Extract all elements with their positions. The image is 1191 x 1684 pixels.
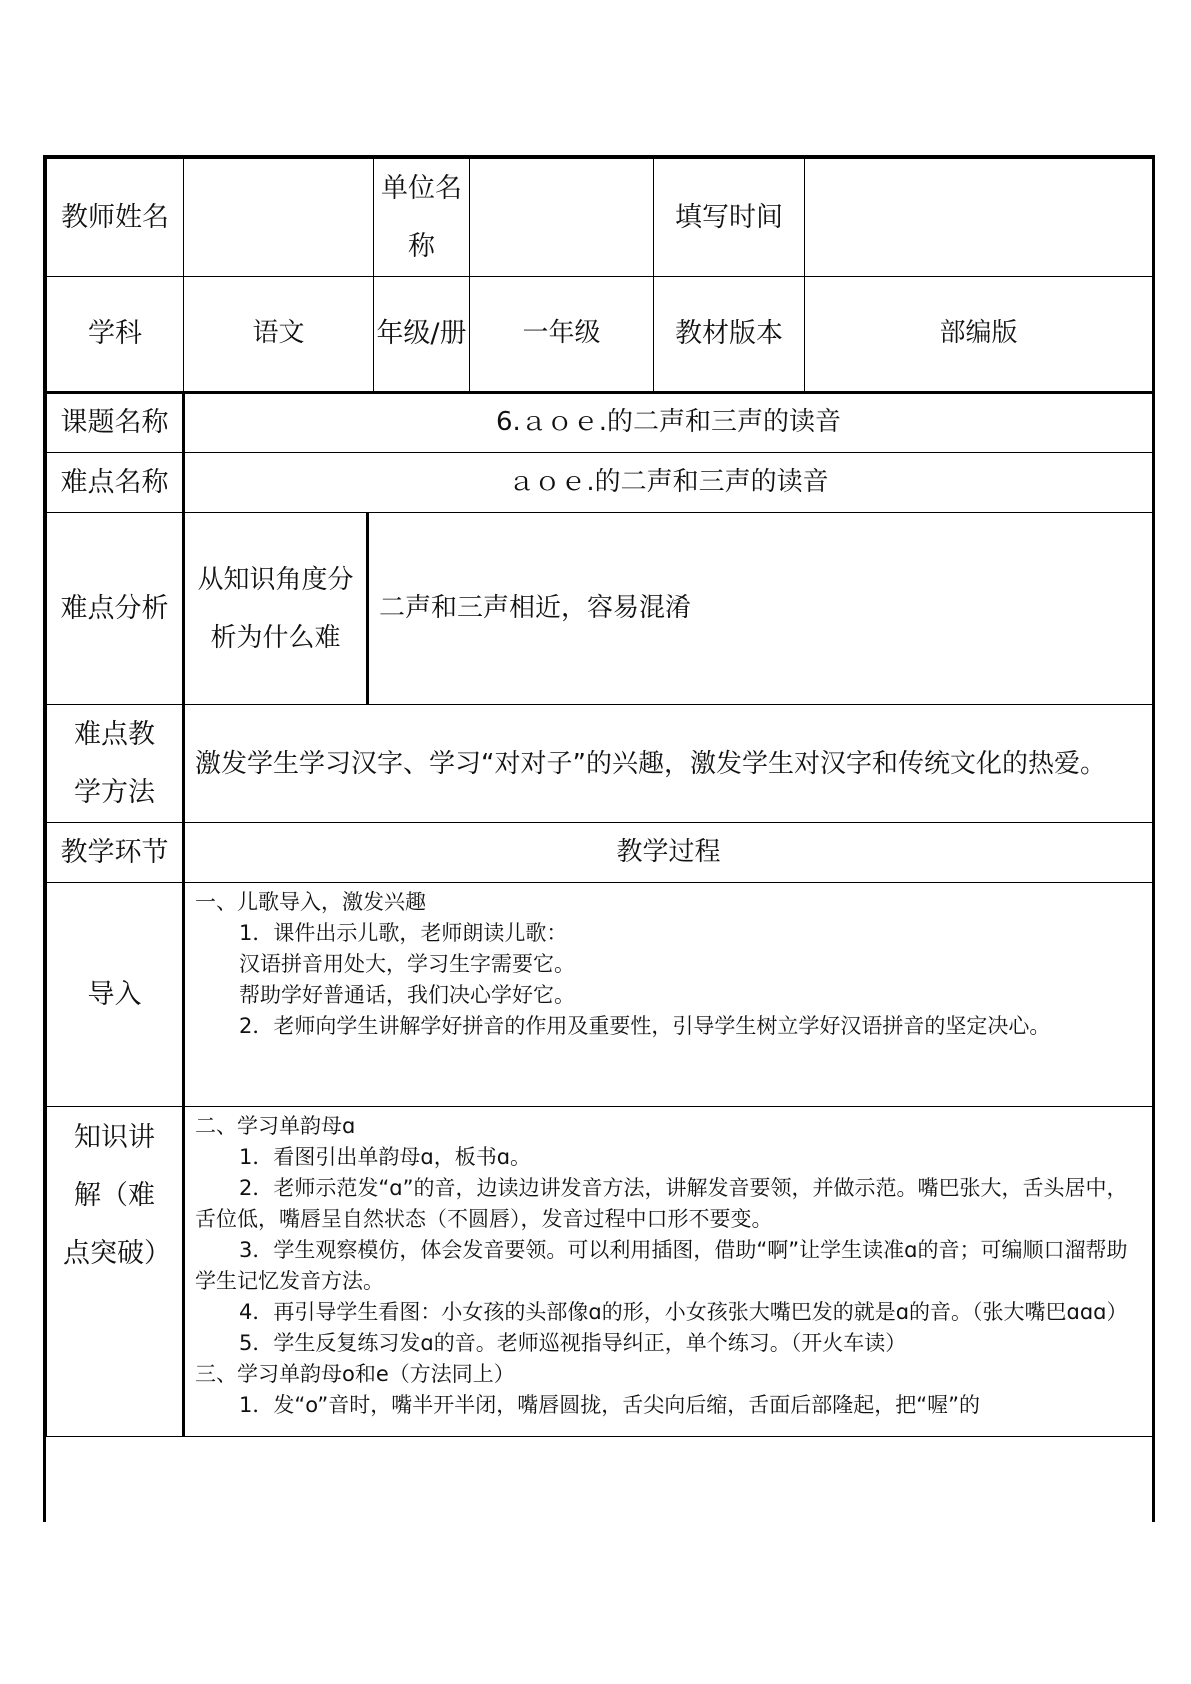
- analysis-sub-label: 从知识角度分析为什么难: [184, 513, 368, 705]
- knowledge-line: 5．学生反复练习发ɑ的音。老师巡视指导纠正，单个练习。（开火车读）: [239, 1331, 907, 1355]
- method-row: [47, 705, 1153, 823]
- lesson-plan-sheet: [43, 155, 1155, 1522]
- intro-row: [47, 883, 1153, 1107]
- edition-value: 部编版: [805, 277, 1153, 393]
- knowledge-line: 4．再引导学生看图：小女孩的头部像ɑ的形，小女孩张大嘴巴发的就是ɑ的音。（张大嘴巴ɑɑɑ）: [239, 1300, 1128, 1324]
- difficulty-label: 难点名称: [47, 453, 184, 513]
- intro-line: 帮助学好普通话，我们决心学好它。: [239, 983, 575, 1007]
- process-header-row: [47, 823, 1153, 883]
- unit-name-label: 单位名称: [374, 159, 470, 277]
- fill-date-label: 填写时间: [654, 159, 805, 277]
- knowledge-line: 3．学生观察模仿，体会发音要领。可以利用插图，借助“啊”让学生读准ɑ的音；可编顺口溜帮助学生记忆发音方法。: [195, 1238, 1128, 1293]
- header-row-2: [47, 277, 1153, 393]
- knowledge-content: [184, 1107, 1153, 1437]
- knowledge-line: 1．发“o”音时，嘴半开半闭，嘴唇圆拢，舌尖向后缩，舌面后部隆起，把“喔”的: [239, 1393, 980, 1417]
- lesson-plan-table: [46, 158, 1153, 1437]
- difficulty-value: ａｏｅ.的二声和三声的读音: [184, 453, 1153, 513]
- intro-label: 导入: [47, 883, 184, 1107]
- knowledge-line: 2．老师示范发“ɑ”的音，边读边讲发音方法，讲解发音要领，并做示范。嘴巴张大，舌头居中，舌位低，嘴唇呈自然状态（不圆唇），发音过程中口形不要变。: [195, 1176, 1128, 1231]
- difficulty-row: [47, 453, 1153, 513]
- fill-date-value[interactable]: [805, 159, 1153, 277]
- analysis-label: 难点分析: [47, 513, 184, 705]
- topic-row: [47, 393, 1153, 453]
- method-value: 激发学生学习汉字、学习“对对子”的兴趣，激发学生对汉字和传统文化的热爱。: [184, 705, 1153, 823]
- edition-label: 教材版本: [654, 277, 805, 393]
- knowledge-line: 二、学习单韵母ɑ: [195, 1114, 356, 1138]
- intro-line: 一、儿歌导入，激发兴趣: [195, 890, 426, 914]
- intro-line: 2．老师向学生讲解学好拼音的作用及重要性，引导学生树立学好汉语拼音的坚定决心。: [239, 1014, 1051, 1038]
- subject-label: 学科: [47, 277, 184, 393]
- topic-label: 课题名称: [47, 393, 184, 453]
- intro-line: 1．课件出示儿歌，老师朗读儿歌：: [239, 921, 568, 945]
- subject-value: 语文: [184, 277, 374, 393]
- topic-value: 6.ａｏｅ.的二声和三声的读音: [184, 393, 1153, 453]
- teacher-name-value[interactable]: [184, 159, 374, 277]
- analysis-row: [47, 513, 1153, 705]
- analysis-value: 二声和三声相近，容易混淆: [368, 513, 1153, 705]
- process-header: 教学过程: [184, 823, 1153, 883]
- grade-label: 年级/册: [374, 277, 470, 393]
- teacher-name-label: 教师姓名: [47, 159, 184, 277]
- grade-value: 一年级: [470, 277, 654, 393]
- intro-content: [184, 883, 1153, 1107]
- stage-header: 教学环节: [47, 823, 184, 883]
- header-row-1: [47, 159, 1153, 277]
- unit-name-value[interactable]: [470, 159, 654, 277]
- intro-line: 汉语拼音用处大，学习生字需要它。: [239, 952, 575, 976]
- method-label: 难点教学方法: [47, 705, 184, 823]
- knowledge-label: 知识讲解（难点突破）: [47, 1107, 184, 1437]
- knowledge-line: 三、学习单韵母o和e（方法同上）: [195, 1362, 515, 1386]
- knowledge-line: 1．看图引出单韵母ɑ，板书ɑ。: [239, 1145, 532, 1169]
- knowledge-row: [47, 1107, 1153, 1437]
